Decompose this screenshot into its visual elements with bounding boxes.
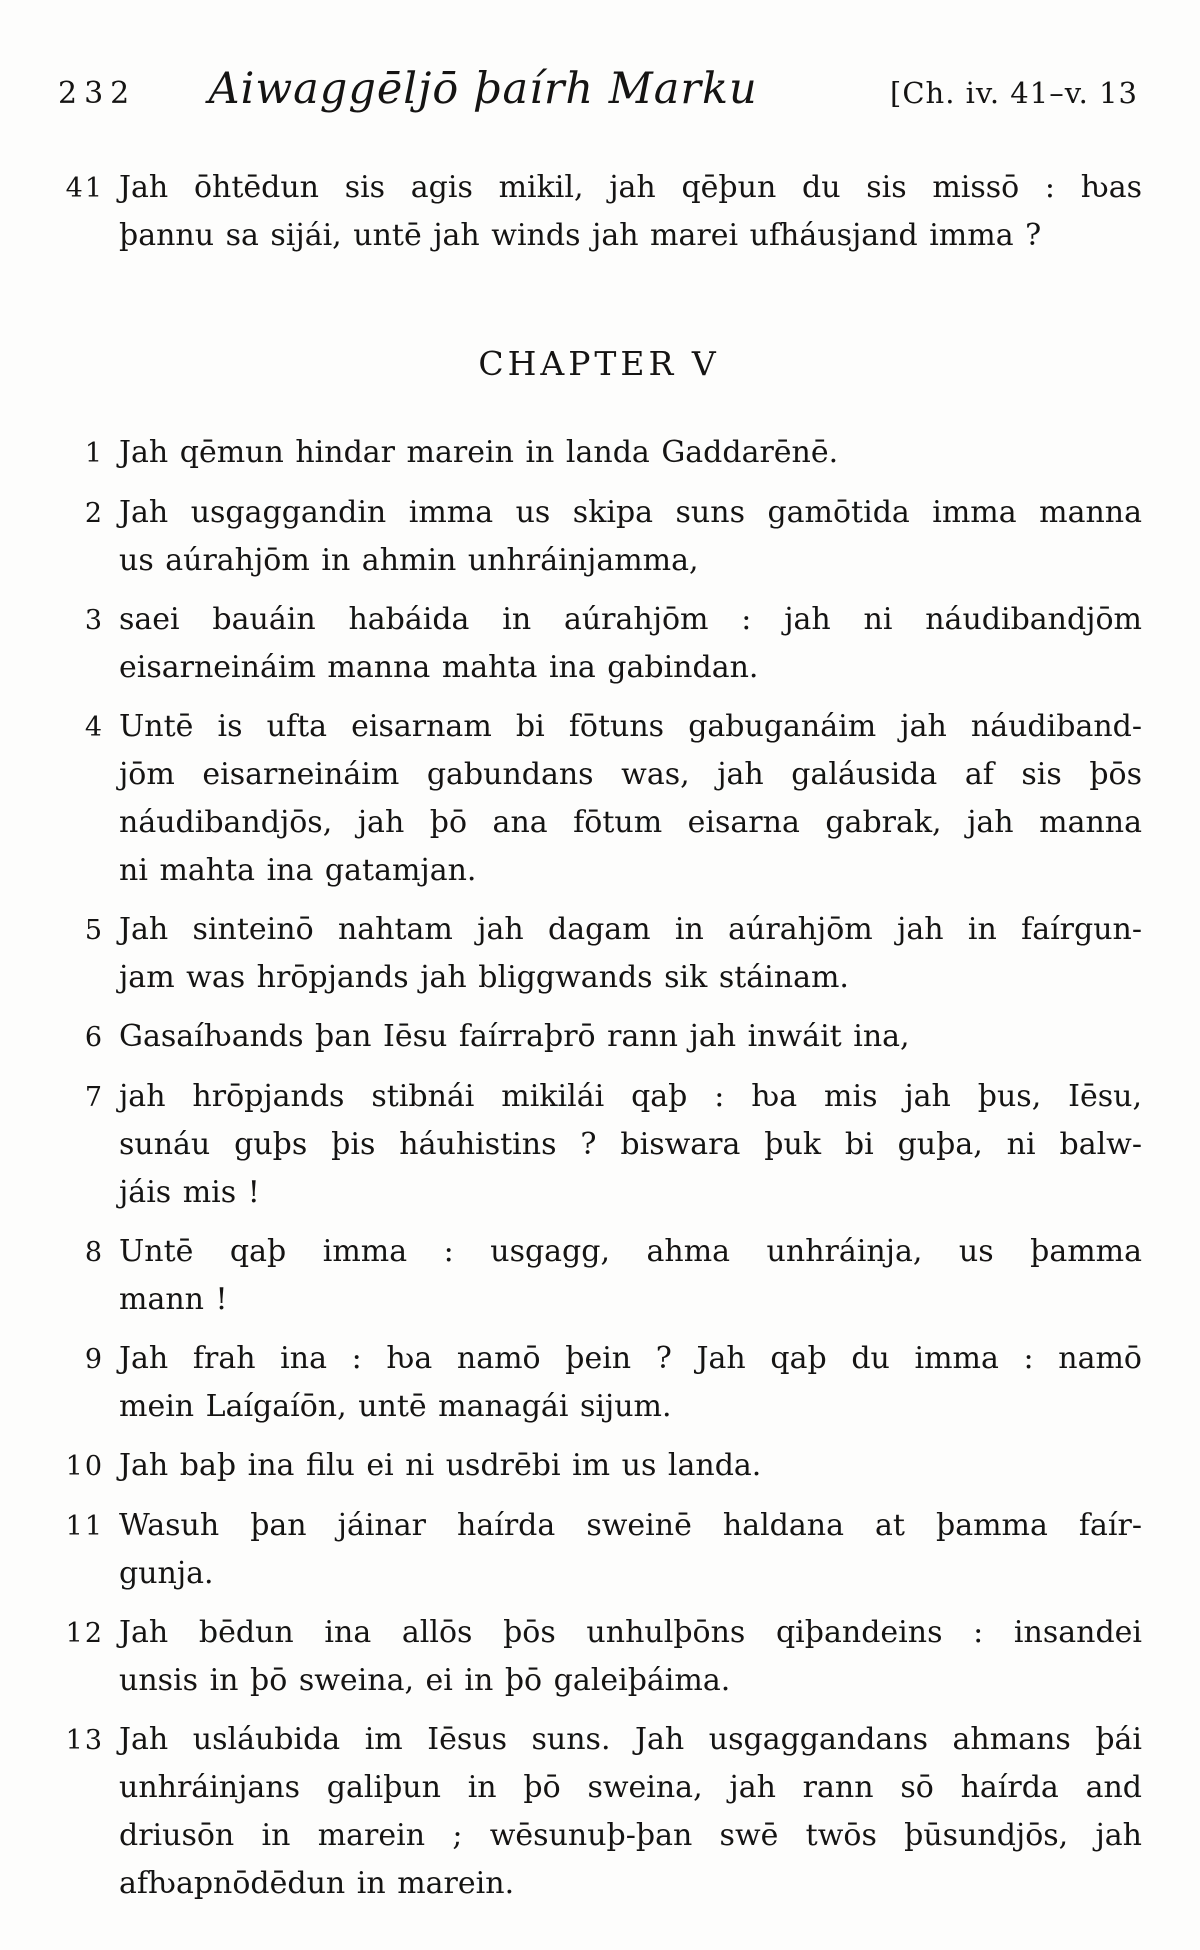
- verse-line: jam was hrōpjands jah bliggwands sik stáinam.: [119, 960, 849, 995]
- verse-number: 1: [84, 438, 104, 469]
- verse-line: Untē is ufta eisarnam bi fōtuns gabuganáim jah náudiband-: [119, 709, 1142, 744]
- verse-block-intro: [56, 164, 1142, 260]
- verse-line: jáis mis !: [119, 1175, 260, 1210]
- running-title: Aiwaggēljō þaírh Marku: [208, 64, 758, 114]
- verse-text: [119, 1228, 1142, 1324]
- verse-line: ni mahta ina gatamjan.: [119, 853, 477, 888]
- verse-text: [119, 164, 1142, 260]
- verse-number: 12: [65, 1618, 104, 1649]
- verse-line: us aúrahjōm in ahmin unhráinjamma,: [119, 543, 699, 578]
- verse-line: jah hrōpjands stibnái mikilái qaþ : ƕa mis jah þus, Iēsu,: [119, 1079, 1142, 1114]
- verse-line: Jah usgaggandin imma us skipa suns gamōtida imma manna: [119, 495, 1142, 530]
- verse-text: [119, 906, 1142, 1002]
- verse-number: 41: [65, 173, 104, 204]
- verse: [56, 1228, 1142, 1324]
- verse-number: 11: [65, 1511, 104, 1542]
- verse-line: afƕapnōdēdun in marein.: [119, 1866, 515, 1901]
- verse-line: eisarneináim manna mahta ina gabindan.: [119, 650, 759, 685]
- verse: [56, 489, 1142, 585]
- verse: [56, 1716, 1142, 1908]
- verse: [56, 1073, 1142, 1217]
- verse-number: 4: [84, 712, 104, 743]
- verse-line: Jah frah ina : ƕa namō þein ? Jah qaþ du imma : namō: [119, 1341, 1142, 1376]
- verse: [56, 703, 1142, 895]
- verse-line: driusōn in marein ; wēsunuþ-þan swē twōs þūsundjōs, jah: [119, 1818, 1142, 1853]
- verse-text: [119, 1502, 1142, 1598]
- verse: [56, 1502, 1142, 1598]
- verse: [56, 906, 1142, 1002]
- verse-line: Jah usláubida im Iēsus suns. Jah usgaggandans ahmans þái: [119, 1722, 1142, 1757]
- verse-number: 10: [65, 1451, 104, 1482]
- verse-line: mann !: [119, 1282, 228, 1317]
- verse-text: [119, 489, 1142, 585]
- verse-text: [119, 1609, 1142, 1705]
- chapter-verse-reference: [Ch. iv. 41–v. 13: [890, 76, 1138, 110]
- verse-number: 6: [84, 1022, 104, 1053]
- verse-number: 9: [84, 1344, 104, 1375]
- verse-line: unhráinjans galiþun in þō sweina, jah rann sō haírda and: [119, 1770, 1142, 1805]
- verse: [56, 596, 1142, 692]
- verse-number: 2: [84, 498, 104, 529]
- verse-line: Jah sinteinō nahtam jah dagam in aúrahjōm jah in faírgun-: [119, 912, 1142, 947]
- page-number: 232: [58, 76, 137, 111]
- verse-number: 3: [84, 605, 104, 636]
- verse-line: Jah ōhtēdun sis agis mikil, jah qēþun du sis missō : ƕas: [119, 170, 1142, 205]
- verse: [56, 429, 1142, 478]
- verse-line: saei bauáin habáida in aúrahjōm : jah ni náudibandjōm: [119, 602, 1142, 637]
- verse-block-chapter: [56, 429, 1142, 1908]
- verse-line: unsis in þō sweina, ei in þō galeiþáima.: [119, 1663, 731, 1698]
- verse-text: [119, 596, 1142, 692]
- verse-line: Jah baþ ina filu ei ni usdrēbi im us landa.: [119, 1448, 762, 1483]
- verse-line: Untē qaþ imma : usgagg, ahma unhráinja, us þamma: [119, 1234, 1142, 1269]
- verse-text: [119, 1013, 1142, 1062]
- verse: [56, 1442, 1142, 1491]
- verse-number: 5: [84, 915, 104, 946]
- verse-line: náudibandjōs, jah þō ana fōtum eisarna gabrak, jah manna: [119, 805, 1142, 840]
- verse-text: [119, 703, 1142, 895]
- verse-line: gunja.: [119, 1556, 214, 1591]
- chapter-heading: CHAPTER V: [478, 344, 720, 383]
- verse-line: Jah qēmun hindar marein in landa Gaddarēnē.: [119, 435, 839, 470]
- verse-text: [119, 1716, 1142, 1908]
- verse-line: þannu sa sijái, untē jah winds jah marei ufháusjand imma ?: [119, 218, 1042, 253]
- verse-line: jōm eisarneináim gabundans was, jah galáusida af sis þōs: [119, 757, 1142, 792]
- verse-line: Jah bēdun ina allōs þōs unhulþōns qiþandeins : insandei: [119, 1615, 1142, 1650]
- verse-text: [119, 429, 1142, 478]
- verse-text: [119, 1442, 1142, 1491]
- verse: [56, 164, 1142, 260]
- verse: [56, 1335, 1142, 1431]
- verse: [56, 1013, 1142, 1062]
- verse-line: sunáu guþs þis háuhistins ? biswara þuk bi guþa, ni balw-: [119, 1127, 1142, 1162]
- verse-text: [119, 1073, 1142, 1217]
- verse-number: 8: [84, 1237, 104, 1268]
- verse-line: mein Laígaíōn, untē managái sijum.: [119, 1389, 672, 1424]
- verse-number: 13: [65, 1725, 104, 1756]
- verse: [56, 1609, 1142, 1705]
- verse-text: [119, 1335, 1142, 1431]
- verse-line: Gasaíƕands þan Iēsu faírraþrō rann jah inwáit ina,: [119, 1019, 910, 1054]
- verse-number: 7: [84, 1082, 104, 1113]
- running-header: [56, 64, 1142, 114]
- verse-line: Wasuh þan jáinar haírda sweinē haldana at þamma faír-: [119, 1508, 1142, 1543]
